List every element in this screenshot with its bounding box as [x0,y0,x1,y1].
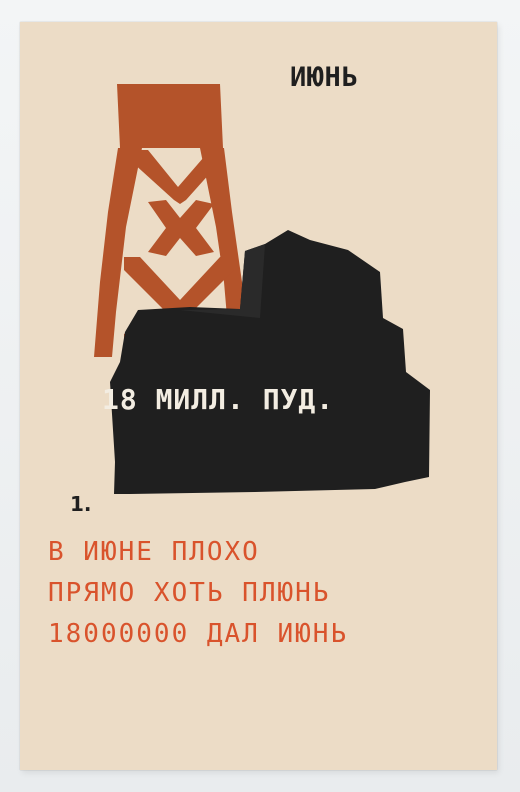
verse-line-3: 18000000 ДАЛ ИЮНЬ [48,619,349,649]
verse-line-2: ПРЯМО ХОТЬ ПЛЮНЬ [48,578,331,608]
poster-sheet [20,22,497,770]
month-title: ИЮНЬ [290,62,360,93]
verse-line-1: В ИЮНЕ ПЛОХО [48,537,260,567]
sheet-number: 1. [70,492,92,516]
production-amount: 18 МИЛЛ. ПУД. [102,383,335,416]
coal-pile-icon [110,230,430,494]
